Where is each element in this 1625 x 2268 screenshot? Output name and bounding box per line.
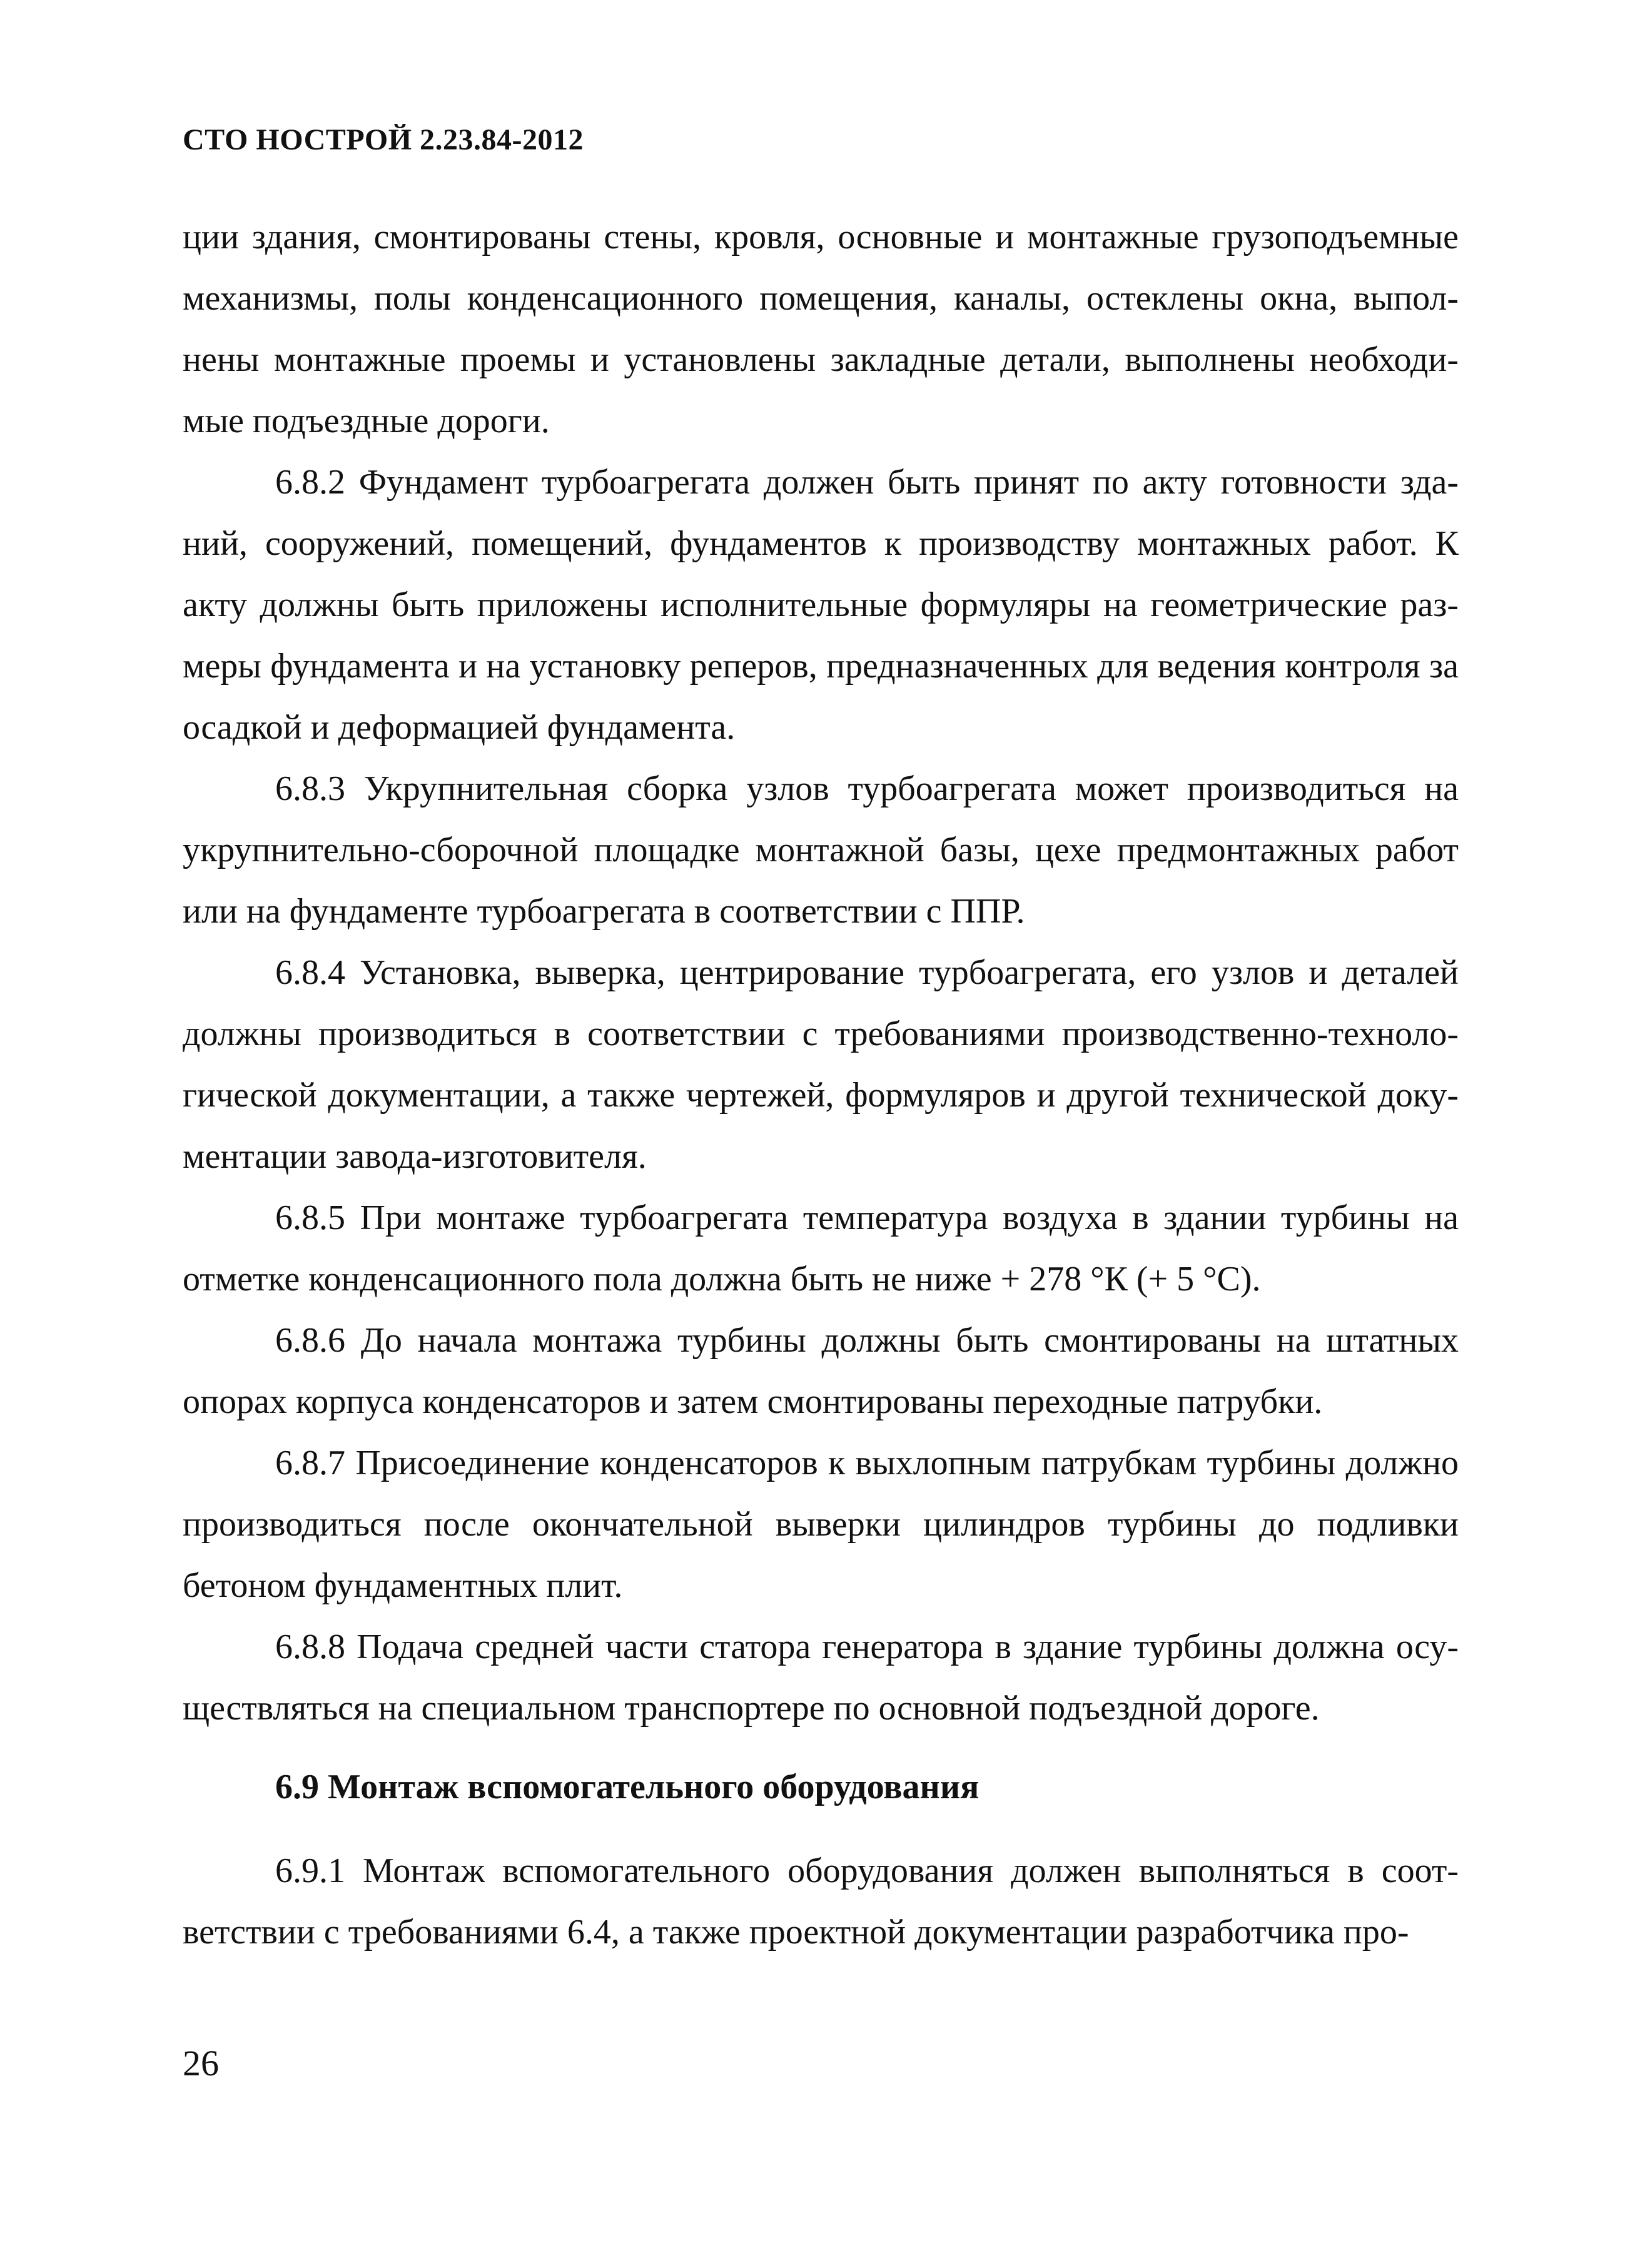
paragraph-6-8-2: 6.8.2 Фундамент турбоагрегата должен быть принят по акту готовности зданий, сооружений, помещений, фундаментов к производству монтажных работ. К акту должны быть приложены исполнительные формуляры на геометрические размеры фундамента и на установку реперов, предназначенных для ведения контроля за осадкой и деформацией фундамента.: [183, 463, 1459, 747]
paragraph-continuation: ции здания, смонтированы стены, кровля, основные и монтажные грузоподъемные механизмы, полы конденсационного помещения, каналы, остеклены окна, выполнены монтажные проемы и установлены закладные детали, выполнены необходимые подъездные дороги.: [183, 218, 1459, 440]
paragraph-6-8-5: 6.8.5 При монтаже турбоагрегата температура воздуха в здании турбины на отметке конденсационного пола должна быть не ниже + 278 °К (+ 5 °С).: [183, 1198, 1459, 1299]
paragraph-6-9-1: 6.9.1 Монтаж вспомогательного оборудования должен выполняться в соответствии с требованиями 6.4, а также проектной документации разработчика про-: [183, 1851, 1459, 1952]
page-content: [183, 206, 1459, 1963]
paragraph-6-8-6: 6.8.6 До начала монтажа турбины должны быть смонтированы на штатных опорах корпуса конденсаторов и затем смонтированы переходные патрубки.: [183, 1321, 1459, 1421]
paragraph-6-8-8: 6.8.8 Подача средней части статора генератора в здание турбины должна осуществляться на специальном транспортере по основной подъездной дороге.: [183, 1628, 1459, 1728]
section-heading-6-9: 6.9 Монтаж вспомогательного оборудования: [275, 1768, 980, 1806]
paragraph-6-8-4: 6.8.4 Установка, выверка, центрирование турбоагрегата, его узлов и деталей должны производиться в соответствии с требованиями производственно-технологической документации, а также чертежей, формуляров и другой технической документации завода-изготовителя.: [183, 953, 1459, 1176]
page-number: 26: [183, 2043, 219, 2083]
paragraph-6-8-7: 6.8.7 Присоединение конденсаторов к выхлопным патрубкам турбины должно производиться после окончательной выверки цилиндров турбины до подливки бетоном фундаментных плит.: [183, 1444, 1459, 1605]
paragraph-6-8-3: 6.8.3 Укрупнительная сборка узлов турбоагрегата может производиться на укрупнительно-сборочной площадке монтажной базы, цехе предмонтажных работ или на фундаменте турбоагрегата в соответствии с ППР.: [183, 769, 1459, 931]
document-code-header: СТО НОСТРОЙ 2.23.84-2012: [183, 123, 584, 156]
